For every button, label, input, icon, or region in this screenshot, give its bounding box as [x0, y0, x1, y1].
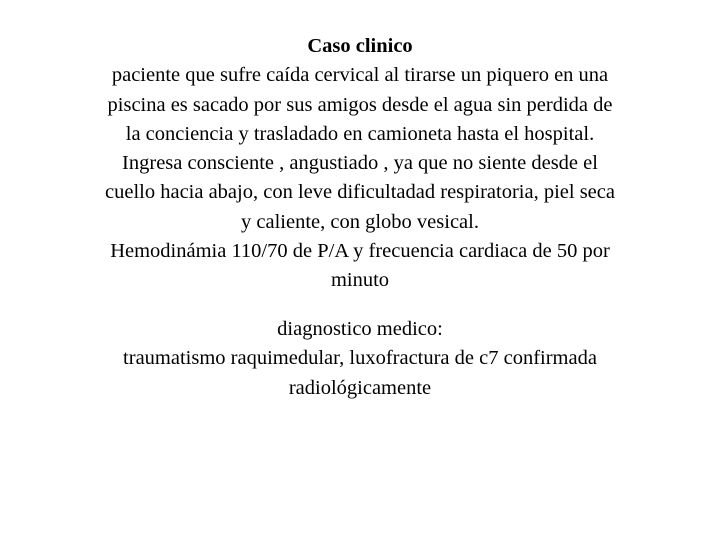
case-line: y caliente, con globo vesical.: [241, 210, 479, 233]
case-line: cuello hacia abajo, con leve dificultadad respiratoria, piel seca: [105, 181, 615, 204]
diagnosis-line: radiológicamente: [288, 376, 432, 399]
case-title: Caso clinico: [307, 35, 413, 57]
case-line: Hemodinámia 110/70 de P/A y frecuencia cardiaca de 50 por: [110, 240, 610, 263]
case-line: paciente que sufre caída cervical al tirarse un piquero en una: [111, 64, 609, 87]
case-line: Ingresa consciente , angustiado , ya que no siente desde el: [122, 152, 598, 175]
case-description: [40, 32, 680, 296]
diagnosis-line: traumatismo raquimedular, luxofractura de c7 confirmada: [123, 347, 597, 370]
case-line: minuto: [330, 269, 390, 292]
case-line: piscina es sacado por sus amigos desde el agua sin perdida de: [107, 93, 613, 116]
case-line: la conciencia y trasladado en camioneta hasta el hospital.: [125, 122, 595, 145]
diagnosis-heading: diagnostico medico:: [277, 318, 443, 340]
diagnosis: [40, 315, 680, 403]
